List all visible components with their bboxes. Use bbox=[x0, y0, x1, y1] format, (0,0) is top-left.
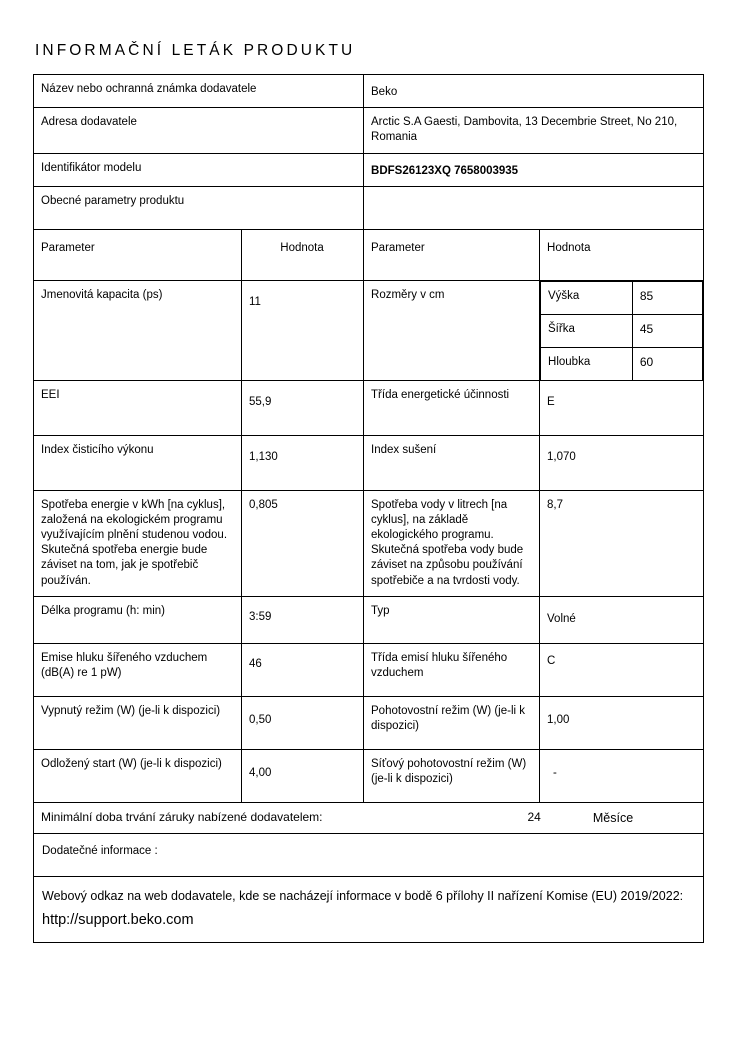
table-row-energy-water-consumption bbox=[34, 490, 704, 596]
depth-label: Hloubka bbox=[541, 347, 633, 380]
noise-emission-label: Emise hluku šířeného vzduchem (dB(A) re 1 pW) bbox=[34, 643, 242, 696]
dimensions-label: Rozměry v cm bbox=[364, 280, 540, 380]
table-row-eei bbox=[34, 380, 704, 435]
table-row-delay-start-network bbox=[34, 749, 704, 802]
table-row-general-parameters bbox=[34, 186, 704, 229]
warranty-value: 24 bbox=[527, 810, 541, 825]
energy-consumption-label: Spotřeba energie v kWh [na cyklus], založená na ekologickém programu využívajícím plnění studenou vodou. Skutečná spotřeba energie bude záviset na tom, jak je spotřebič používán. bbox=[34, 490, 242, 596]
standby-mode-label: Pohotovostní režim (W) (je-li k dispozici) bbox=[364, 696, 540, 749]
rated-capacity-label: Jmenovitá kapacita (ps) bbox=[34, 280, 242, 380]
supplier-website-link[interactable]: http://support.beko.com bbox=[42, 912, 194, 929]
page-title: INFORMAČNÍ LETÁK PRODUKTU bbox=[35, 42, 356, 59]
warranty-cell bbox=[34, 802, 704, 834]
model-identifier-label: Identifikátor modelu bbox=[34, 153, 364, 186]
drying-index-value: 1,070 bbox=[540, 435, 704, 490]
supplier-name-label: Název nebo ochranná známka dodavatele bbox=[34, 75, 364, 108]
height-label: Výška bbox=[541, 281, 633, 314]
warranty-label: Minimální doba trvání záruky nabízené dodavatelem: bbox=[41, 810, 323, 825]
general-parameters-label: Obecné parametry produktu bbox=[34, 186, 364, 229]
eei-label: EEI bbox=[34, 380, 242, 435]
table-row-program-duration-type bbox=[34, 596, 704, 643]
program-duration-label: Délka programu (h: min) bbox=[34, 596, 242, 643]
table-row-cleaning-drying bbox=[34, 435, 704, 490]
dimension-row-depth bbox=[541, 347, 703, 380]
drying-index-label: Index sušení bbox=[364, 435, 540, 490]
table-row-model-id bbox=[34, 153, 704, 186]
header-parameter-1: Parameter bbox=[34, 229, 242, 280]
table-row-noise bbox=[34, 643, 704, 696]
cleaning-index-label: Index čisticího výkonu bbox=[34, 435, 242, 490]
water-consumption-label: Spotřeba vody v litrech [na cyklus], na základě ekologického programu. Skutečná spotřeba vody bude záviset na způsobu používání spotřebiče a na tvrdosti vody. bbox=[364, 490, 540, 596]
network-standby-value: - bbox=[540, 749, 704, 802]
table-header-row bbox=[34, 229, 704, 280]
energy-class-label: Třída energetické účinnosti bbox=[364, 380, 540, 435]
table-row-supplier-name bbox=[34, 75, 704, 108]
web-link-cell bbox=[34, 877, 704, 943]
table-row-warranty bbox=[34, 802, 704, 834]
off-mode-value: 0,50 bbox=[242, 696, 364, 749]
additional-info-label: Dodatečné informace : bbox=[34, 834, 704, 877]
dimension-row-width bbox=[541, 314, 703, 347]
delay-start-label: Odložený start (W) (je-li k dispozici) bbox=[34, 749, 242, 802]
general-parameters-value bbox=[364, 186, 704, 229]
width-label: Šířka bbox=[541, 314, 633, 347]
header-value-2: Hodnota bbox=[540, 229, 704, 280]
cleaning-index-value: 1,130 bbox=[242, 435, 364, 490]
table-row-additional-info bbox=[34, 834, 704, 877]
type-label: Typ bbox=[364, 596, 540, 643]
type-value: Volné bbox=[540, 596, 704, 643]
dimensions-values bbox=[540, 280, 704, 380]
program-duration-value: 3:59 bbox=[242, 596, 364, 643]
water-consumption-value: 8,7 bbox=[540, 490, 704, 596]
height-value: 85 bbox=[632, 281, 702, 314]
table-row-web-link bbox=[34, 877, 704, 943]
noise-class-label: Třída emisí hluku šířeného vzduchem bbox=[364, 643, 540, 696]
table-row-supplier-address bbox=[34, 108, 704, 153]
header-value-1: Hodnota bbox=[242, 229, 364, 280]
noise-emission-value: 46 bbox=[242, 643, 364, 696]
supplier-address-label: Adresa dodavatele bbox=[34, 108, 364, 153]
dimension-row-height bbox=[541, 281, 703, 314]
delay-start-value: 4,00 bbox=[242, 749, 364, 802]
off-mode-label: Vypnutý režim (W) (je-li k dispozici) bbox=[34, 696, 242, 749]
rated-capacity-value: 11 bbox=[242, 280, 364, 380]
web-link-text: Webový odkaz na web dodavatele, kde se nacházejí informace v bodě 6 přílohy II nařízení Komise (EU) 2019/2022: bbox=[42, 889, 684, 904]
header-parameter-2: Parameter bbox=[364, 229, 540, 280]
energy-class-value: E bbox=[540, 380, 704, 435]
warranty-unit: Měsíce bbox=[592, 810, 634, 825]
table-row-capacity-dimensions bbox=[34, 280, 704, 380]
model-identifier-value: BDFS26123XQ 7658003935 bbox=[364, 153, 704, 186]
supplier-name-value: Beko bbox=[364, 75, 704, 108]
standby-mode-value: 1,00 bbox=[540, 696, 704, 749]
noise-class-value: C bbox=[540, 643, 704, 696]
product-data-table bbox=[33, 74, 704, 943]
energy-consumption-value: 0,805 bbox=[242, 490, 364, 596]
depth-value: 60 bbox=[632, 347, 702, 380]
dimensions-table bbox=[540, 281, 703, 380]
width-value: 45 bbox=[632, 314, 702, 347]
table-row-off-standby-mode bbox=[34, 696, 704, 749]
eei-value: 55,9 bbox=[242, 380, 364, 435]
supplier-address-value: Arctic S.A Gaesti, Dambovita, 13 Decembrie Street, No 210, Romania bbox=[364, 108, 704, 153]
network-standby-label: Síťový pohotovostní režim (W) (je-li k dispozici) bbox=[364, 749, 540, 802]
